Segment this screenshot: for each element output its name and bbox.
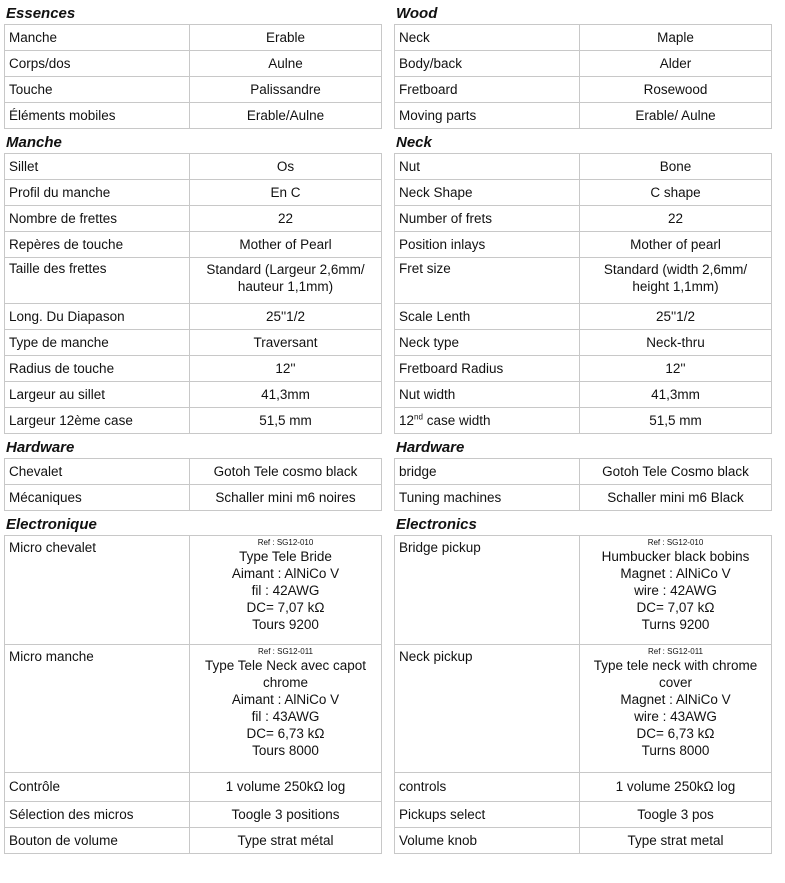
spec-label: Taille des frettes xyxy=(5,258,190,304)
table-row xyxy=(395,773,772,802)
section-title-electronics: Electronique xyxy=(6,516,97,533)
spec-value xyxy=(580,645,772,773)
table-row xyxy=(5,828,382,854)
table-row xyxy=(395,180,772,206)
spec-value: 51,5 mm xyxy=(580,408,772,434)
table-row xyxy=(5,232,382,258)
pickup-ref: Ref : SG12-011 xyxy=(258,647,313,656)
spec-column-english xyxy=(394,0,772,854)
value-line: height 1,1mm) xyxy=(632,279,719,294)
spec-value: Palissandre xyxy=(190,77,382,103)
value-line: DC= 7,07 kΩ xyxy=(636,600,715,615)
table-row xyxy=(5,645,382,773)
table-row xyxy=(5,536,382,645)
spec-label: Volume knob xyxy=(395,828,580,854)
spec-label: Bouton de volume xyxy=(5,828,190,854)
value-line: Tours 8000 xyxy=(252,743,319,758)
value-line: Standard (Largeur 2,6mm/ xyxy=(206,262,365,277)
table-row xyxy=(395,103,772,129)
spec-label: Fretboard Radius xyxy=(395,356,580,382)
table-row xyxy=(395,485,772,511)
table-row xyxy=(395,459,772,485)
spec-label: Fretboard xyxy=(395,77,580,103)
spec-label: Tuning machines xyxy=(395,485,580,511)
spec-label: Moving parts xyxy=(395,103,580,129)
table-row xyxy=(5,773,382,802)
spec-value: 25''1/2 xyxy=(580,304,772,330)
pickup-ref: Ref : SG12-010 xyxy=(257,538,314,547)
spec-value: 25''1/2 xyxy=(190,304,382,330)
table-row xyxy=(395,802,772,828)
section-title-hardware: Hardware xyxy=(6,439,75,456)
hardware-table xyxy=(4,458,382,511)
table-row xyxy=(395,51,772,77)
table-row xyxy=(395,356,772,382)
value-line: Tours 9200 xyxy=(252,617,319,632)
spec-value: Rosewood xyxy=(580,77,772,103)
value-line: Magnet : AlNiCo V xyxy=(620,566,731,581)
table-row xyxy=(5,206,382,232)
section-title-woods: Essences xyxy=(6,5,76,22)
label-rest: case width xyxy=(422,412,491,428)
table-row xyxy=(395,258,772,304)
spec-label: Manche xyxy=(5,25,190,51)
spec-label: Éléments mobiles xyxy=(5,103,190,129)
spec-label: Corps/dos xyxy=(5,51,190,77)
pickup-ref: Ref : SG12-011 xyxy=(648,647,703,656)
table-row xyxy=(5,408,382,434)
spec-label: Position inlays xyxy=(395,232,580,258)
table-row xyxy=(395,382,772,408)
section-title-hardware: Hardware xyxy=(396,439,465,456)
spec-label: Sélection des micros xyxy=(5,802,190,828)
table-row xyxy=(395,77,772,103)
table-row xyxy=(5,180,382,206)
value-line: fil : 43AWG xyxy=(251,709,320,724)
spec-value: 12'' xyxy=(190,356,382,382)
spec-value: 41,3mm xyxy=(190,382,382,408)
spec-value: Traversant xyxy=(190,330,382,356)
value-line: Aimant : AlNiCo V xyxy=(231,566,340,581)
value-line: chrome xyxy=(262,675,308,690)
value-line: DC= 6,73 kΩ xyxy=(636,726,715,741)
section-title-neck: Manche xyxy=(6,134,62,151)
pickup-ref: Ref : SG12-010 xyxy=(647,538,704,547)
table-row xyxy=(395,408,772,434)
value-line: DC= 6,73 kΩ xyxy=(246,726,325,741)
table-row xyxy=(395,828,772,854)
spec-label: Touche xyxy=(5,77,190,103)
hardware-table xyxy=(394,458,772,511)
spec-label: Neck pickup xyxy=(395,645,580,773)
value-line: Turns 8000 xyxy=(641,743,710,758)
spec-label: Contrôle xyxy=(5,773,190,802)
spec-value: Aulne xyxy=(190,51,382,77)
spec-value: Os xyxy=(190,154,382,180)
table-row xyxy=(395,645,772,773)
value-line: cover xyxy=(658,675,692,690)
spec-value: Schaller mini m6 noires xyxy=(190,485,382,511)
spec-label: Neck type xyxy=(395,330,580,356)
value-line: Standard (width 2,6mm/ xyxy=(603,262,748,277)
spec-label: Repères de touche xyxy=(5,232,190,258)
spec-label: Radius de touche xyxy=(5,356,190,382)
spec-label: bridge xyxy=(395,459,580,485)
spec-value xyxy=(190,645,382,773)
spec-value xyxy=(580,536,772,645)
table-row xyxy=(5,258,382,304)
table-row xyxy=(395,232,772,258)
spec-label: Micro manche xyxy=(5,645,190,773)
table-row xyxy=(395,154,772,180)
label-number: 12 xyxy=(399,412,415,428)
spec-value: Neck-thru xyxy=(580,330,772,356)
spec-label: Largeur 12ème case xyxy=(5,408,190,434)
spec-label: Pickups select xyxy=(395,802,580,828)
spec-label: controls xyxy=(395,773,580,802)
woods-table xyxy=(394,24,772,129)
spec-label: Type de manche xyxy=(5,330,190,356)
spec-value: Alder xyxy=(580,51,772,77)
section-title-woods: Wood xyxy=(396,5,438,22)
value-line: DC= 7,07 kΩ xyxy=(246,600,325,615)
spec-value: C shape xyxy=(580,180,772,206)
spec-label: Nut width xyxy=(395,382,580,408)
value-line: Type Tele Bride xyxy=(239,549,332,564)
spec-value: Erable/Aulne xyxy=(190,103,382,129)
spec-value: 51,5 mm xyxy=(190,408,382,434)
spec-label: Body/back xyxy=(395,51,580,77)
spec-value: En C xyxy=(190,180,382,206)
spec-value: Erable/ Aulne xyxy=(580,103,772,129)
neck-table xyxy=(4,153,382,434)
table-row xyxy=(5,459,382,485)
spec-value xyxy=(190,536,382,645)
table-row xyxy=(395,304,772,330)
table-row xyxy=(5,802,382,828)
spec-value: Mother of pearl xyxy=(580,232,772,258)
table-row xyxy=(5,330,382,356)
section-title-electronics: Electronics xyxy=(396,516,477,533)
value-line: wire : 42AWG xyxy=(634,583,717,598)
value-line: Aimant : AlNiCo V xyxy=(231,692,340,707)
spec-value: Gotoh Tele cosmo black xyxy=(190,459,382,485)
spec-label: Fret size xyxy=(395,258,580,304)
table-row xyxy=(5,382,382,408)
spec-label: Mécaniques xyxy=(5,485,190,511)
table-row xyxy=(395,330,772,356)
woods-table xyxy=(4,24,382,129)
value-line: Magnet : AlNiCo V xyxy=(620,692,731,707)
spec-value: 1 volume 250kΩ log xyxy=(580,773,772,802)
spec-value: Mother of Pearl xyxy=(190,232,382,258)
section-title-neck: Neck xyxy=(396,134,432,151)
spec-label: Sillet xyxy=(5,154,190,180)
spec-value xyxy=(580,258,772,304)
spec-value: Erable xyxy=(190,25,382,51)
spec-value: Maple xyxy=(580,25,772,51)
spec-label: Neck xyxy=(395,25,580,51)
value-line: Humbucker black bobins xyxy=(601,549,750,564)
spec-value: Gotoh Tele Cosmo black xyxy=(580,459,772,485)
spec-label: Long. Du Diapason xyxy=(5,304,190,330)
value-line: wire : 43AWG xyxy=(634,709,717,724)
spec-label: Scale Lenth xyxy=(395,304,580,330)
spec-value: Toogle 3 positions xyxy=(190,802,382,828)
table-row xyxy=(395,206,772,232)
spec-value: Toogle 3 pos xyxy=(580,802,772,828)
spec-label xyxy=(395,408,580,434)
spec-label: Bridge pickup xyxy=(395,536,580,645)
spec-value: 22 xyxy=(580,206,772,232)
spec-value: Bone xyxy=(580,154,772,180)
table-row xyxy=(5,154,382,180)
spec-value: Type strat métal xyxy=(190,828,382,854)
electronics-table xyxy=(4,535,382,854)
value-line: Turns 9200 xyxy=(641,617,710,632)
spec-label: Largeur au sillet xyxy=(5,382,190,408)
spec-value: Type strat metal xyxy=(580,828,772,854)
value-line: Type tele neck with chrome xyxy=(593,658,758,673)
table-row xyxy=(5,356,382,382)
spec-value: 22 xyxy=(190,206,382,232)
spec-label: Micro chevalet xyxy=(5,536,190,645)
neck-table xyxy=(394,153,772,434)
table-row xyxy=(5,25,382,51)
spec-label: Profil du manche xyxy=(5,180,190,206)
table-row xyxy=(5,485,382,511)
spec-value: Schaller mini m6 Black xyxy=(580,485,772,511)
spec-label: Chevalet xyxy=(5,459,190,485)
value-line: Type Tele Neck avec capot xyxy=(204,658,367,673)
table-row xyxy=(5,304,382,330)
table-row xyxy=(5,51,382,77)
spec-value xyxy=(190,258,382,304)
label-ordinal: nd xyxy=(414,412,423,421)
spec-label: Nombre de frettes xyxy=(5,206,190,232)
table-row xyxy=(395,25,772,51)
spec-label: Neck Shape xyxy=(395,180,580,206)
spec-label: Nut xyxy=(395,154,580,180)
value-line: hauteur 1,1mm) xyxy=(237,279,334,294)
table-row xyxy=(5,103,382,129)
spec-value: 1 volume 250kΩ log xyxy=(190,773,382,802)
spec-label: Number of frets xyxy=(395,206,580,232)
electronics-table xyxy=(394,535,772,854)
table-row xyxy=(395,536,772,645)
spec-value: 41,3mm xyxy=(580,382,772,408)
value-line: fil : 42AWG xyxy=(251,583,320,598)
spec-column-french xyxy=(4,0,382,854)
spec-value: 12'' xyxy=(580,356,772,382)
table-row xyxy=(5,77,382,103)
